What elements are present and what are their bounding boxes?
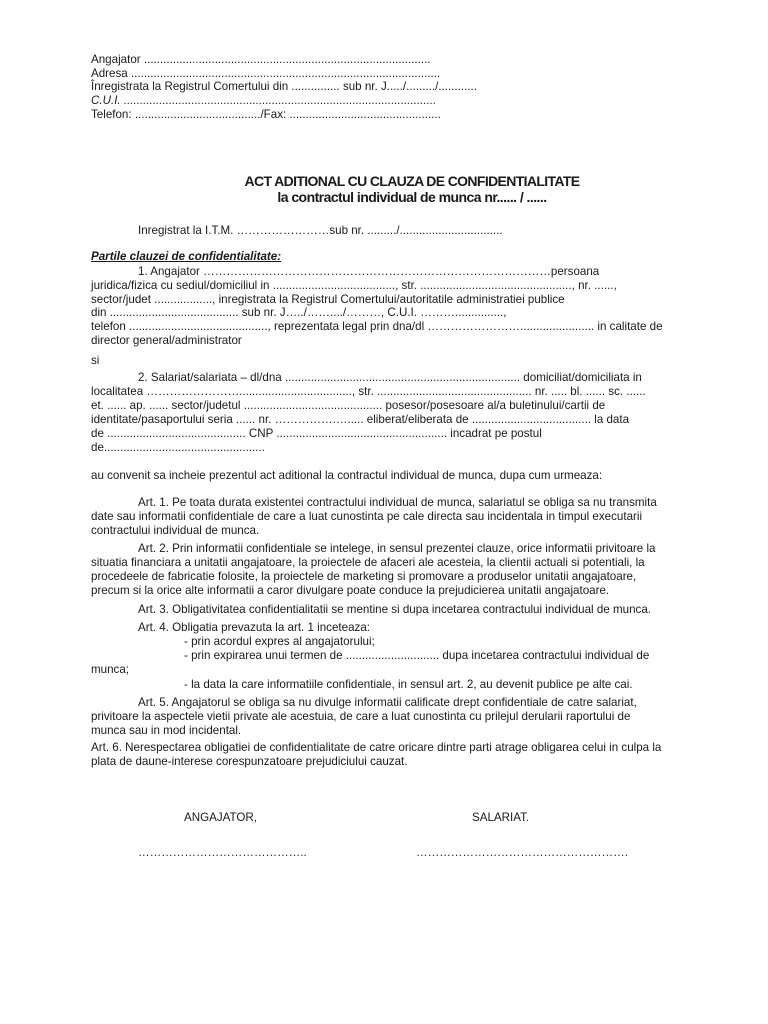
employee-party-line: 2. Salariat/salariata – dl/dna ......................................................................... domiciliat/domiciliata in	[138, 371, 642, 384]
employer-party-line: din ........................................ sub nr. J…../……..../………, C.U.I. ………...............,	[91, 306, 507, 319]
article-1-line: date sau informatii confidentiale de care a luat cunostinta pe cale directa sau incidentala in timpul executarii	[91, 510, 643, 523]
article-4-item: - prin acordul expres al angajatorului;	[184, 635, 375, 648]
header-employer-line: Angajator .........................................................................................	[91, 53, 431, 66]
header-cui-line: C.U.I. .................................................................................................	[91, 94, 437, 107]
document-title: ACT ADITIONAL CU CLAUZA DE CONFIDENTIALITATE	[244, 173, 580, 189]
employee-party-line: de..................................................	[91, 441, 265, 454]
document-subtitle: la contractul individual de munca nr...... / ......	[277, 189, 547, 205]
article-5-line: munca sau in mod incidental.	[91, 724, 242, 737]
article-3: Art. 3. Obligativitatea confidentialitatii se mentine si dupa incetarea contractului individual de munca.	[138, 603, 651, 616]
article-4-item: - prin expirarea unui termen de ............................. dupa incetarea contractului individual de	[184, 649, 650, 662]
employer-signature-line: ……………………………………..	[138, 846, 307, 859]
article-1-line: contractului individual de munca.	[91, 524, 260, 537]
article-2-line: situatia financiara a unitatii angajatoare, la proiectele de afaceri ale acesteia, la clientii actuali si potentiali, la	[91, 556, 645, 569]
employer-signature-label: ANGAJATOR,	[184, 811, 258, 824]
article-6-line: Art. 6. Nerespectarea obligatiei de confidentialitate de catre oricare dintre parti atrage obligarea celui in culpa la	[91, 741, 662, 754]
article-4-item: - la data la care informatiile confidentiale, in sensul art. 2, au devenit publice pe alte cai.	[184, 678, 633, 691]
employer-party-line: 1. Angajator ………………………………………………………………………………persoana	[138, 265, 600, 278]
article-2-line: procedeele de fabricatie folosite, la proiectele de marketing si promovare a produselor unitatii angajatoare,	[91, 570, 637, 583]
header-address-line: Adresa ................................................................................................	[91, 67, 441, 80]
employee-signature-line: ……………………………………………….	[416, 846, 628, 859]
header-phone-line: Telefon: ......................................./Fax: ...............................................	[91, 108, 441, 121]
parties-conjunction: si	[91, 354, 100, 367]
employee-signature-label: SALARIAT.	[472, 811, 530, 824]
article-5-line: privitoare la aspectele vietii private ale acestuia, de care a luat cunostinta cu prilejul derularii raportului de	[91, 710, 631, 723]
header-registry-line: Înregistrata la Registrul Comertului din ............... sub nr. J...../........./............	[91, 80, 477, 93]
employer-party-line: juridica/fizica cu sediul/domiciliul in ......................................, str. ..............................................., nr. ......,	[91, 279, 617, 292]
employer-party-line: telefon ..........................................., reprezentata legal prin dna/dl ……………………....................... in calitate de	[91, 320, 663, 333]
article-4-item-continuation: munca;	[91, 663, 130, 676]
parties-heading: Partile clauzei de confidentialitate:	[91, 250, 282, 263]
article-1-line: Art. 1. Pe toata durata existentei contractului individual de munca, salariatul se obliga sa nu transmita	[138, 496, 657, 509]
employee-party-line: localitatea ……………………..................................., str. ................................................ nr. ..... bl. ...... sc. ......	[91, 385, 646, 398]
article-2-line: precum si la orice alte informatii a caror divulgare poate conduce la prejudicierea unitatii angajatoare.	[91, 584, 610, 597]
employee-party-line: et. ...... ap. ...... sector/judetul ........................................... posesor/posesoare al/a buletinului/cartii de	[91, 399, 606, 412]
article-5-line: Art. 5. Angajatorul se obliga sa nu divulge informatii calificate drept confidentiale de catre salariat,	[138, 696, 637, 709]
article-4-intro: Art. 4. Obligatia prevazuta la art. 1 inceteaza:	[138, 621, 370, 634]
employee-party-line: de ........................................... CNP ..................................................... incadrat pe postul	[91, 427, 542, 440]
employer-party-line: director general/administrator	[91, 334, 242, 347]
employee-party-line: identitate/pasaportului seria ...... nr. …………….…..... eliberat/eliberata de ..................................... la data	[91, 413, 630, 426]
itm-registration-line: Inregistrat la I.T.M. ……………………sub nr. ........./................................	[138, 224, 503, 237]
article-2-line: Art. 2. Prin informatii confidentiale se intelege, in sensul prezentei clauze, orice informatii privitoare la	[138, 542, 656, 555]
employer-party-line: sector/judet .................., inregistrata la Registrul Comertului/autoritatile administratiei publice	[91, 293, 565, 306]
article-6-line: plata de daune-interese corespunzatoare prejudiciului cauzat.	[91, 755, 408, 768]
agreement-statement: au convenit sa incheie prezentul act aditional la contractul individual de munca, dupa cum urmeaza:	[91, 469, 603, 482]
